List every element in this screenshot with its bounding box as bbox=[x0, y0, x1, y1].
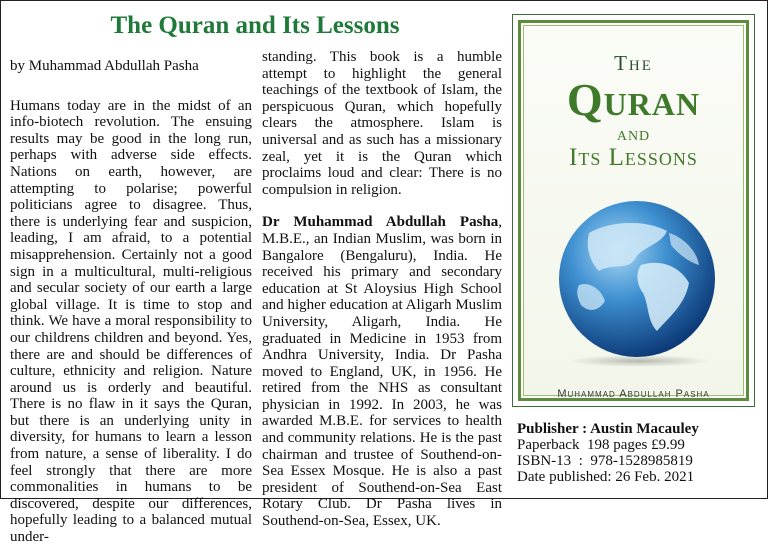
article-body-2: standing. This book is a humble attempt to highlight the general teachings of the textbook of Islam, the perspicuous Quran, which hopefully clears the atmosphere. Islam is universal and as such has a missionary zeal, yet it is the Quran which proclaims loud and clear: There is no compulsion in religion. bbox=[262, 49, 502, 198]
article-body-1: Humans today are in the midst of an info-biotech revolution. The ensuing results may be good in the long run, perhaps with adverse side effects. Nations on earth, however, are attempting to polarise; powerful politicians agree to disagree. Thus, there is underlying fear and suspicion, leading, I am afraid, to a potential misapprehension. Certainly not a good sign in a multicultural, multi-religious and secular society of our earth a large global village. It is time to stop and think. We have a moral responsibility to our childrens children and beyond. Yes, there are and should be differences of culture, ethnicity and religion. Nature around us is orderly and beautiful. There is no flaw in it says the Quran, but there is an underlying unity in diversity, for humans to learn a lesson from nature, a sense of liberality. I do feel strongly that there are more commonalities in humans to be discovered, despite our differences, hopefully leading to a balanced mutual under- bbox=[10, 97, 252, 546]
page-title: The Quran and Its Lessons bbox=[110, 12, 400, 39]
author-bio-text: , M.B.E., an Indian Muslim, was born in Bangalore (Bengaluru), India. He received his primary and secondary education at St Aloysius High School and higher education at Aligarh Muslim University, Aligarh, India. He graduated in Medicine in 1953 from Andhra University, India. Dr Pasha moved to England, UK, in 1956. He retired from the NHS as consultant physician in 1992. In 2003, he was awarded M.B.E. for services to health and community relations. He is the past chairman and trustee of Southend-on-Sea Essex Mosque. He is also a past president of Southend-on-Sea East Rotary Club. Dr Pasha lives in Southend-on-Sea, Essex, UK. bbox=[262, 214, 502, 530]
isbn-line: ISBN-13 : 978-1528985819 bbox=[517, 453, 693, 469]
cover-title-quran: Quran bbox=[566, 74, 701, 125]
date-line: Date published: 26 Feb. 2021 bbox=[517, 469, 695, 485]
cover-title-lessons: Its Lessons bbox=[569, 144, 698, 171]
article-column-1 bbox=[10, 58, 252, 546]
format-line: Paperback 198 pages £9.99 bbox=[517, 437, 685, 453]
book-cover-inner bbox=[518, 20, 749, 401]
publication-info bbox=[517, 421, 757, 485]
publisher-sep: : bbox=[578, 421, 591, 437]
book-cover bbox=[512, 14, 755, 407]
byline: by Muhammad Abdullah Pasha bbox=[10, 58, 199, 74]
publisher-name: Austin Macauley bbox=[590, 421, 699, 437]
author-bio bbox=[262, 214, 502, 529]
globe-icon bbox=[549, 193, 725, 369]
publisher-line bbox=[517, 421, 757, 437]
cover-author: Muhammad Abdullah Pasha bbox=[557, 388, 710, 400]
cover-title-the: The bbox=[614, 51, 653, 75]
author-bio-name: Dr Muhammad Abdullah Pasha bbox=[262, 214, 499, 231]
cover-title-and: and bbox=[616, 123, 651, 145]
publisher-label: Publisher bbox=[517, 421, 579, 437]
article-column-2 bbox=[262, 49, 502, 530]
